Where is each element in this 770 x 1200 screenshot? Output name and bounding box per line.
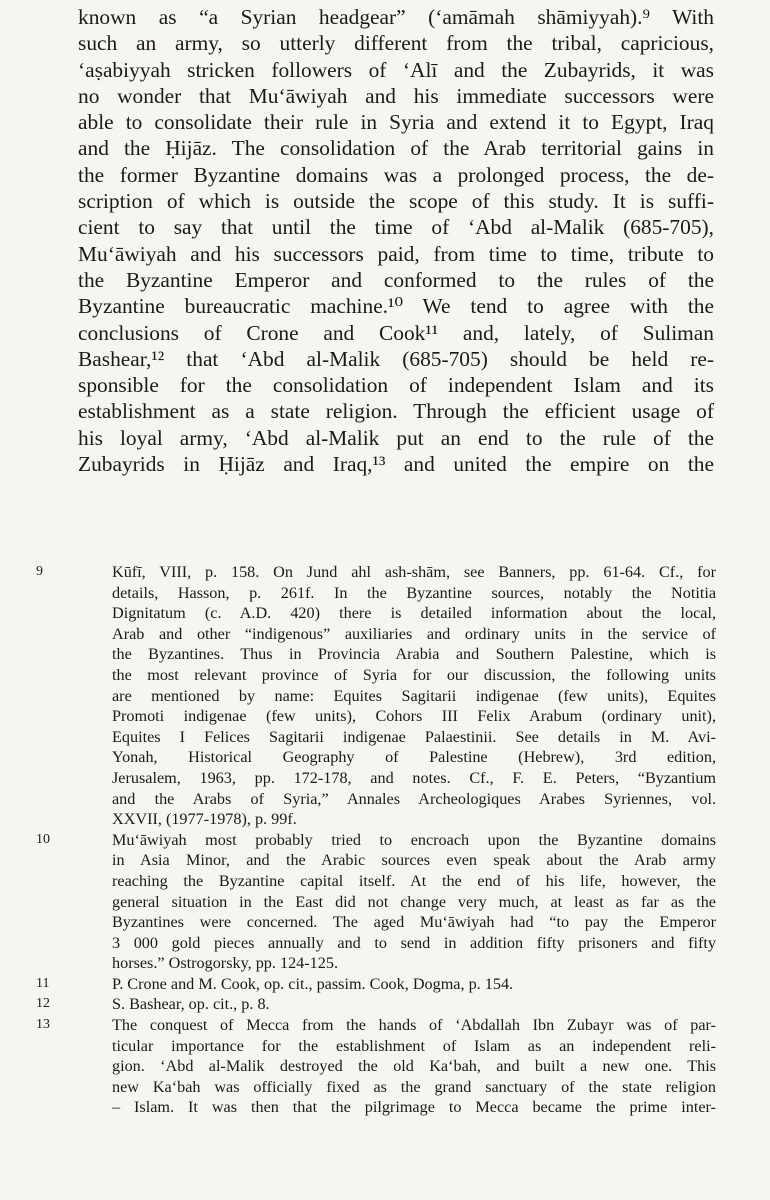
footnote-9 xyxy=(36,562,716,830)
footnote-line: details, Hasson, p. 261f. In the Byzantine sources, notably the Notitia xyxy=(112,583,716,602)
footnote-line: in Asia Minor, and the Arabic sources even speak about the Arab army xyxy=(112,851,716,870)
footnote-line: Byzantines were concerned. The aged Mu‘āwiyah had “to pay the Emperor xyxy=(112,913,716,932)
footnote-line: horses.” Ostrogorsky, pp. 124-125. xyxy=(112,954,338,973)
footnote-line: gion. ‘Abd al-Malik destroyed the old Ka‘bah, and built a new one. This xyxy=(112,1057,716,1076)
text-line: able to consolidate their rule in Syria and extend it to Egypt, Iraq xyxy=(78,110,714,135)
footnote-line: S. Bashear, op. cit., p. 8. xyxy=(112,995,270,1014)
footnote-12 xyxy=(36,994,716,1015)
footnote-line: Mu‘āwiyah most probably tried to encroach upon the Byzantine domains xyxy=(112,830,716,849)
footnote-line: P. Crone and M. Cook, op. cit., passim. Cook, Dogma, p. 154. xyxy=(112,974,514,993)
footnote-line: Dignitatum (c. A.D. 420) there is detailed information about the local, xyxy=(112,604,716,623)
footnote-line: Arab and other “indigenous” auxiliaries and ordinary units in the service of xyxy=(112,624,716,643)
text-line: the Byzantine Emperor and conformed to the rules of the xyxy=(78,267,714,292)
footnote-line: general situation in the East did not change very much, at least as far as the xyxy=(112,892,716,911)
footnote-line: new Ka‘bah was officially fixed as the grand sanctuary of the state religion xyxy=(112,1077,716,1096)
text-line: ‘aṣabiyyah stricken followers of ‘Alī and the Zubayrids, it was xyxy=(78,57,714,82)
footnote-line: reaching the Byzantine capital itself. At the end of his life, however, the xyxy=(112,871,716,890)
footnote-line: Promoti indigenae (few units), Cohors III Felix Arabum (ordinary unit), xyxy=(112,707,716,726)
footnote-line: Yonah, Historical Geography of Palestine (Hebrew), 3rd edition, xyxy=(112,748,716,767)
footnote-number: 11 xyxy=(36,975,50,991)
text-line: known as “a Syrian headgear” (‘amāmah shāmiyyah).⁹ With xyxy=(78,5,714,29)
footnote-line: 3 000 gold pieces annually and to send in addition fifty prisoners and fifty xyxy=(112,933,716,952)
footnote-10 xyxy=(36,830,716,974)
footnote-number: 10 xyxy=(36,831,50,847)
footnote-line: the most relevant province of Syria for our discussion, the following units xyxy=(112,665,716,684)
footnote-line: ticular importance for the establishment of Islam as an independent reli- xyxy=(112,1036,716,1055)
footnote-line: Jerusalem, 1963, pp. 172-178, and notes. Cf., F. E. Peters, “Byzantium xyxy=(112,768,716,787)
footnote-13 xyxy=(36,1015,716,1118)
footnote-number: 9 xyxy=(36,564,43,579)
footnote-number: 13 xyxy=(36,1017,50,1033)
footnote-line: are mentioned by name: Equites Sagitarii indigenae (few units), Equites xyxy=(112,686,716,705)
text-line: Zubayrids in Ḥijāz and Iraq,¹³ and united the empire on the xyxy=(78,452,714,477)
footnote-line: the Byzantines. Thus in Provincia Arabia and Southern Palestine, which is xyxy=(112,645,716,664)
text-line: Bashear,¹² that ‘Abd al-Malik (685-705) should be held re- xyxy=(78,346,714,371)
footnotes xyxy=(36,562,716,1118)
main-paragraph xyxy=(78,4,714,477)
text-line: scription of which is outside the scope of this study. It is suffi- xyxy=(78,189,714,214)
footnote-11 xyxy=(36,974,716,995)
footnote-line: The conquest of Mecca from the hands of ‘Abdallah Ibn Zubayr was of par- xyxy=(112,1016,716,1035)
text-line: his loyal army, ‘Abd al-Malik put an end to the rule of the xyxy=(78,425,714,450)
footnote-line: Equites I Felices Sagitarii indigenae Palaestinii. See details in M. Avi- xyxy=(112,727,716,746)
text-line: establishment as a state religion. Through the efficient usage of xyxy=(78,399,714,424)
text-line: Mu‘āwiyah and his successors paid, from time to time, tribute to xyxy=(78,241,714,266)
footnote-line: – Islam. It was then that the pilgrimage to Mecca became the prime inter- xyxy=(112,1098,716,1117)
text-line: such an army, so utterly different from the tribal, capricious, xyxy=(78,31,714,56)
text-line: cient to say that until the time of ‘Abd al-Malik (685-705), xyxy=(78,215,714,240)
footnote-number: 12 xyxy=(36,996,50,1012)
text-line: conclusions of Crone and Cook¹¹ and, lately, of Suliman xyxy=(78,320,714,345)
footnote-line: Kūfī, VIII, p. 158. On Jund ahl ash-shām, see Banners, pp. 61-64. Cf., for xyxy=(112,563,716,581)
text-line: no wonder that Mu‘āwiyah and his immediate successors were xyxy=(78,83,714,108)
text-line: and the Ḥijāz. The consolidation of the Arab territorial gains in xyxy=(78,136,714,161)
text-line: sponsible for the consolidation of independent Islam and its xyxy=(78,373,714,398)
text-line: Byzantine bureaucratic machine.¹⁰ We tend to agree with the xyxy=(78,294,714,319)
footnote-line: and the Arabs of Syria,” Annales Archeologiques Arabes Syriennes, vol. xyxy=(112,789,716,808)
footnote-line: XXVII, (1977-1978), p. 99f. xyxy=(112,810,297,829)
text-line: the former Byzantine domains was a prolonged process, the de- xyxy=(78,162,714,187)
